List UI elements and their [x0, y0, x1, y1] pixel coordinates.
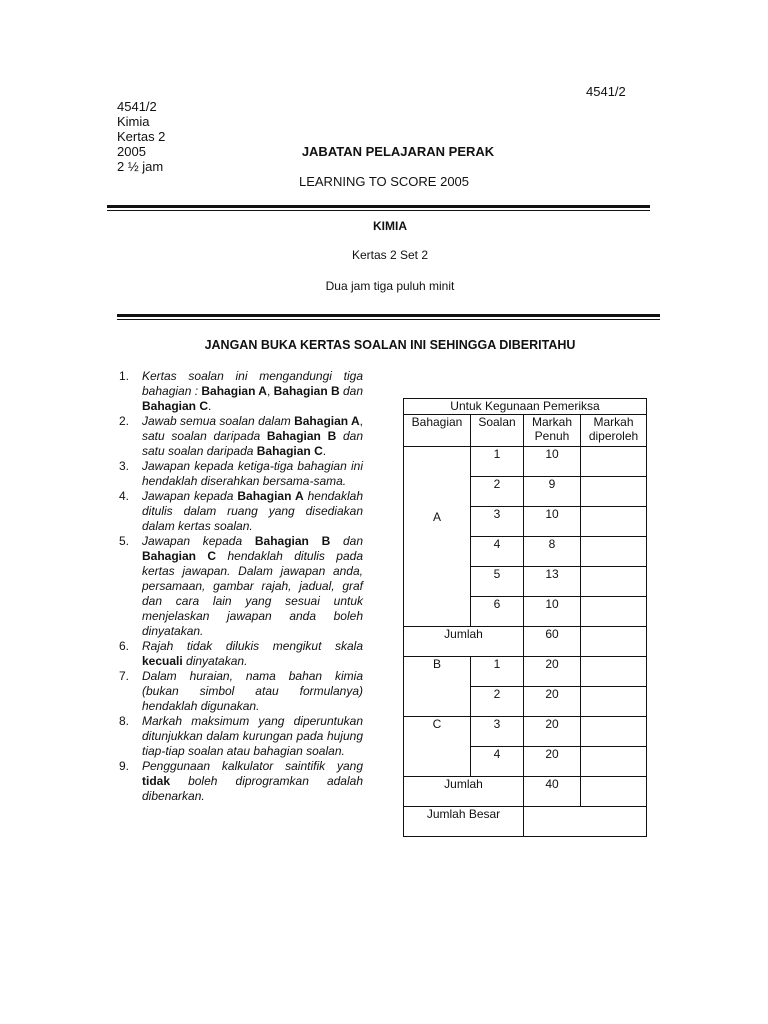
- total-bc-value: 40: [524, 777, 581, 807]
- instruction-number: 8.: [119, 714, 130, 728]
- total-bc-label: Jumlah: [404, 777, 524, 807]
- paper-title: Kertas 2 Set 2: [351, 248, 429, 262]
- instructions-list: [119, 369, 363, 804]
- full-marks-cell: 20: [524, 717, 581, 747]
- instruction-number: 9.: [119, 759, 130, 773]
- section-b-cell: B: [404, 657, 471, 717]
- question-cell: 3: [471, 507, 524, 537]
- instruction-text: Jawapan kepada Bahagian A hendaklah ditulis dalam ruang yang disediakan dalam kertas soalan.: [142, 489, 363, 533]
- instruction-item: [119, 489, 363, 534]
- total-bc-obtained-cell[interactable]: [581, 777, 647, 807]
- instruction-text: Penggunaan kalkulator saintifik yang tidak boleh diprogramkan adalah dibenarkan.: [142, 759, 363, 803]
- instruction-number: 5.: [119, 534, 130, 548]
- full-marks-cell: 20: [524, 657, 581, 687]
- mid-rule-thick: [117, 314, 660, 317]
- instruction-text: Jawapan kepada ketiga-tiga bahagian ini hendaklah diserahkan bersama-sama.: [142, 459, 363, 488]
- instruction-item: [119, 669, 363, 714]
- instruction-item: [119, 369, 363, 414]
- top-rule-thin: [107, 210, 650, 211]
- mid-rule-thin: [117, 319, 660, 320]
- header-section: Bahagian: [404, 415, 471, 447]
- question-cell: 1: [471, 447, 524, 477]
- marks-obtained-cell[interactable]: [581, 717, 647, 747]
- instruction-number: 2.: [119, 414, 130, 428]
- grand-total-cell[interactable]: [524, 807, 647, 837]
- instruction-number: 7.: [119, 669, 130, 683]
- paper-meta: [117, 99, 165, 174]
- instruction-text: Markah maksimum yang diperuntukan ditunjukkan dalam kurungan pada hujung tiap-tiap soalan atau bahagian soalan.: [142, 714, 363, 758]
- grand-total-label: Jumlah Besar: [404, 807, 524, 837]
- instruction-text: Dalam huraian, nama bahan kimia (bukan simbol atau formulanya) hendaklah digunakan.: [142, 669, 363, 713]
- instruction-item: [119, 459, 363, 489]
- header-marks-obtained: Markah diperoleh: [581, 415, 647, 447]
- instruction-item: [119, 414, 363, 459]
- header-question: Soalan: [471, 415, 524, 447]
- instruction-item: [119, 639, 363, 669]
- full-marks-cell: 9: [524, 477, 581, 507]
- meta-code: 4541/2: [117, 99, 157, 114]
- full-marks-cell: 10: [524, 447, 581, 477]
- marks-obtained-cell[interactable]: [581, 507, 647, 537]
- full-marks-cell: 10: [524, 597, 581, 627]
- full-marks-cell: 10: [524, 507, 581, 537]
- table-title: Untuk Kegunaan Pemeriksa: [404, 399, 647, 415]
- instruction-item: [119, 759, 363, 804]
- instruction-text: Rajah tidak dilukis mengikut skala kecuali dinyatakan.: [142, 639, 363, 668]
- meta-subject: Kimia: [117, 114, 150, 129]
- subject-title: KIMIA: [373, 219, 407, 233]
- instruction-number: 4.: [119, 489, 130, 503]
- total-a-label: Jumlah: [404, 627, 524, 657]
- marks-obtained-cell[interactable]: [581, 597, 647, 627]
- marks-obtained-cell[interactable]: [581, 477, 647, 507]
- question-cell: 4: [471, 747, 524, 777]
- instruction-number: 6.: [119, 639, 130, 653]
- question-cell: 1: [471, 657, 524, 687]
- department-title: JABATAN PELAJARAN PERAK: [301, 144, 495, 159]
- instruction-number: 1.: [119, 369, 130, 383]
- marks-obtained-cell[interactable]: [581, 567, 647, 597]
- question-cell: 6: [471, 597, 524, 627]
- meta-paper: Kertas 2: [117, 129, 166, 144]
- question-cell: 2: [471, 477, 524, 507]
- marks-obtained-cell[interactable]: [581, 657, 647, 687]
- warning-text: JANGAN BUKA KERTAS SOALAN INI SEHINGGA DIBERITAHU: [204, 338, 576, 352]
- marks-obtained-cell[interactable]: [581, 537, 647, 567]
- examiner-marks-table: [403, 398, 647, 837]
- header-full-marks: Markah Penuh: [524, 415, 581, 447]
- section-a-cell: A: [404, 447, 471, 627]
- top-rule-thick: [107, 205, 650, 208]
- total-a-obtained-cell[interactable]: [581, 627, 647, 657]
- marks-obtained-cell[interactable]: [581, 687, 647, 717]
- meta-year: 2005: [117, 144, 146, 159]
- question-cell: 5: [471, 567, 524, 597]
- full-marks-cell: 8: [524, 537, 581, 567]
- total-a-value: 60: [524, 627, 581, 657]
- instruction-text: Jawapan kepada Bahagian B dan Bahagian C hendaklah ditulis pada kertas jawapan. Dalam jawapan anda, persamaan, gambar rajah, jadual, graf dan cara lain yang sesuai untuk menjelaskan jawapan anda boleh dinyatakan.: [142, 534, 364, 638]
- section-c-cell: C: [404, 717, 471, 777]
- duration-text: Dua jam tiga puluh minit: [325, 279, 455, 293]
- question-cell: 4: [471, 537, 524, 567]
- event-title: LEARNING TO SCORE 2005: [298, 174, 470, 189]
- question-cell: 3: [471, 717, 524, 747]
- marks-obtained-cell[interactable]: [581, 447, 647, 477]
- meta-time: 2 ½ jam: [117, 159, 164, 174]
- instruction-item: [119, 714, 363, 759]
- full-marks-cell: 20: [524, 747, 581, 777]
- instruction-item: [119, 534, 363, 639]
- full-marks-cell: 20: [524, 687, 581, 717]
- paper-code-right: 4541/2: [586, 84, 626, 99]
- instruction-text: Kertas soalan ini mengandungi tiga bahagian : Bahagian A, Bahagian B dan Bahagian C.: [142, 369, 364, 413]
- instruction-number: 3.: [119, 459, 130, 473]
- marks-obtained-cell[interactable]: [581, 747, 647, 777]
- instruction-text: Jawab semua soalan dalam Bahagian A, satu soalan daripada Bahagian B dan satu soalan daripada Bahagian C.: [142, 414, 364, 458]
- question-cell: 2: [471, 687, 524, 717]
- full-marks-cell: 13: [524, 567, 581, 597]
